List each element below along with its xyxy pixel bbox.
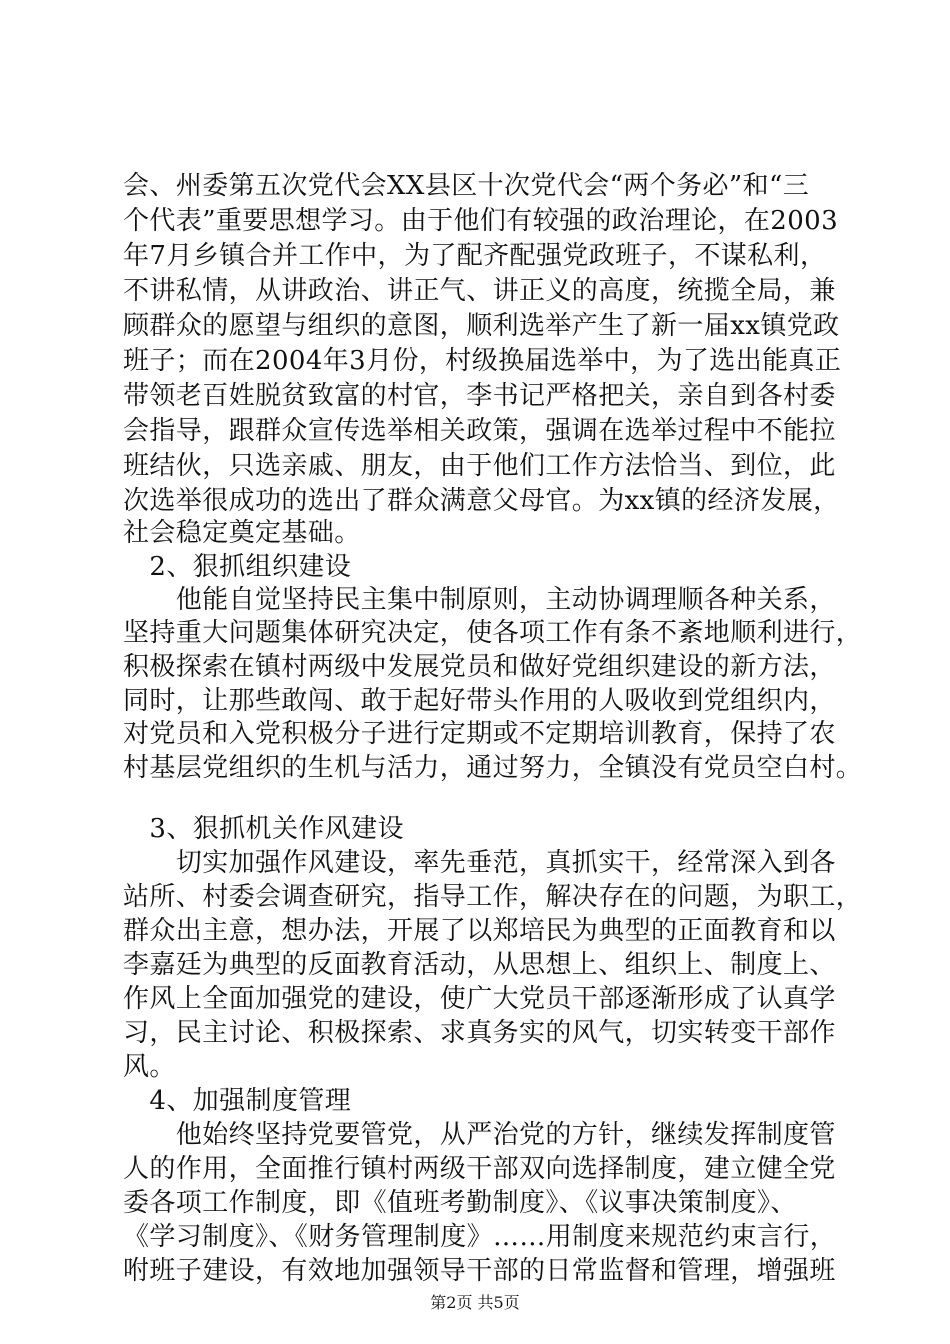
text-line: 会、州委第五次党代会XX县区十次党代会“两个务必”和“三: [123, 171, 810, 201]
text-line: 坚持重大问题集体研究决定，使各项工作有条不紊地顺利进行，: [123, 618, 863, 648]
text-line: 风。: [123, 1052, 176, 1082]
text-line: 站所、村委会调查研究，指导工作，解决存在的问题，为职工，: [123, 882, 863, 912]
text-line: 会指导，跟群众宣传选举相关政策，强调在选举过程中不能拉: [123, 416, 836, 446]
text-line: 他始终坚持党要管党，从严治党的方针，继续发挥制度管: [123, 1120, 836, 1150]
section-heading: 2、狠抓组织建设: [123, 552, 352, 582]
text-line: 村基层党组织的生机与活力，通过努力，全镇没有党员空白村。: [123, 753, 863, 783]
text-line: 积极探索在镇村两级中发展党员和做好党组织建设的新方法，: [123, 652, 836, 682]
text-line: 班结伙，只选亲戚、朋友，由于他们工作方法恰当、到位，此: [123, 451, 836, 481]
text-line: 社会稳定奠定基础。: [123, 518, 361, 548]
text-line: 顾群众的愿望与组织的意图，顺利选举产生了新一届xx镇党政: [123, 311, 840, 341]
page-number-footer: 第2页 共5页: [430, 1293, 520, 1312]
text-line: 带领老百姓脱贫致富的村官，李书记严格把关，亲自到各村委: [123, 381, 836, 411]
text-line: 李嘉廷为典型的反面教育活动，从思想上、组织上、制度上、: [123, 950, 836, 980]
text-line: 班子；而在2004年3月份，村级换届选举中，为了选出能真正: [123, 346, 842, 376]
text-line: 委各项工作制度，即《值班考勤制度》、《议事决策制度》、: [123, 1188, 797, 1218]
text-line: 咐班子建设，有效地加强领导干部的日常监督和管理，增强班: [123, 1256, 836, 1286]
text-line: 《学习制度》、《财务管理制度》……用制度来规范约束言行，: [123, 1222, 837, 1252]
text-line: 群众出主意，想办法，开展了以郑培民为典型的正面教育和以: [123, 916, 836, 946]
text-line: 人的作用，全面推行镇村两级干部双向选择制度，建立健全党: [123, 1154, 836, 1184]
text-line: 次选举很成功的选出了群众满意父母官。为xx镇的经济发展，: [123, 486, 840, 516]
text-line: 个代表”重要思想学习。由于他们有较强的政治理论，在2003: [123, 206, 839, 236]
text-line: 作风上全面加强党的建设，使广大党员干部逐渐形成了认真学: [123, 984, 836, 1014]
text-line: 不讲私情，从讲政治、讲正气、讲正义的高度，统揽全局，兼: [123, 276, 836, 306]
text-line: 习，民主讨论、积极探索、求真务实的风气，切实转变干部作: [123, 1018, 836, 1048]
text-line: 对党员和入党积极分子进行定期或不定期培训教育，保持了农: [123, 719, 836, 749]
text-line: 切实加强作风建设，率先垂范，真抓实干，经常深入到各: [123, 848, 836, 878]
text-line: 年7月乡镇合并工作中，为了配齐配强党政班子，不谋私利，: [123, 241, 827, 271]
section-heading: 3、狠抓机关作风建设: [123, 814, 404, 844]
section-heading: 4、加强制度管理: [123, 1086, 352, 1116]
text-line: 同时，让那些敢闯、敢于起好带头作用的人吸收到党组织内，: [123, 686, 836, 716]
text-line: 他能自觉坚持民主集中制原则，主动协调理顺各种关系，: [123, 585, 836, 615]
